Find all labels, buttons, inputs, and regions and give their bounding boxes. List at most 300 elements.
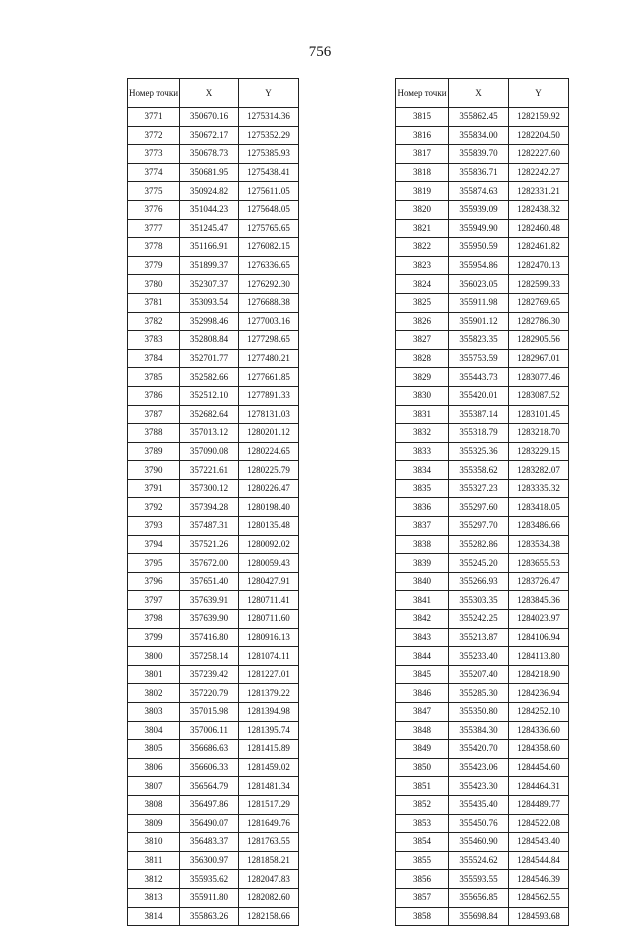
- cell-point-number: 3850: [396, 758, 449, 777]
- table-header-row: [128, 79, 299, 108]
- cell-x: 355836.71: [449, 163, 509, 182]
- table-row: [128, 740, 299, 759]
- cell-point-number: 3771: [128, 108, 180, 127]
- table-row: [128, 610, 299, 629]
- cell-point-number: 3841: [396, 591, 449, 610]
- cell-y: 1275438.41: [239, 163, 299, 182]
- table-row: [128, 424, 299, 443]
- cell-x: 355839.70: [449, 145, 509, 164]
- cell-point-number: 3811: [128, 851, 180, 870]
- cell-y: 1282227.60: [509, 145, 569, 164]
- cell-y: 1282470.13: [509, 256, 569, 275]
- cell-y: 1283282.07: [509, 461, 569, 480]
- cell-x: 355823.35: [449, 331, 509, 350]
- cell-y: 1284544.84: [509, 851, 569, 870]
- table-row: [396, 275, 569, 294]
- cell-x: 352682.64: [180, 405, 239, 424]
- table-row: [128, 572, 299, 591]
- table-row: [396, 126, 569, 145]
- cell-y: 1283229.15: [509, 442, 569, 461]
- cell-point-number: 3812: [128, 870, 180, 889]
- table-row: [128, 182, 299, 201]
- cell-x: 355834.00: [449, 126, 509, 145]
- cell-point-number: 3805: [128, 740, 180, 759]
- cell-y: 1283486.66: [509, 517, 569, 536]
- cell-x: 355384.30: [449, 721, 509, 740]
- header-x: X: [449, 79, 509, 108]
- cell-point-number: 3814: [128, 907, 180, 926]
- table-row: [396, 721, 569, 740]
- cell-x: 355450.76: [449, 814, 509, 833]
- table-row: [396, 498, 569, 517]
- cell-x: 355233.40: [449, 647, 509, 666]
- cell-x: 355423.06: [449, 758, 509, 777]
- cell-y: 1284543.40: [509, 833, 569, 852]
- cell-x: 357416.80: [180, 628, 239, 647]
- cell-point-number: 3785: [128, 368, 180, 387]
- cell-point-number: 3777: [128, 219, 180, 238]
- table-row: [128, 293, 299, 312]
- cell-y: 1276688.38: [239, 293, 299, 312]
- table-row: [396, 256, 569, 275]
- cell-point-number: 3826: [396, 312, 449, 331]
- cell-point-number: 3788: [128, 424, 180, 443]
- cell-point-number: 3835: [396, 479, 449, 498]
- cell-x: 351044.23: [180, 200, 239, 219]
- table-row: [396, 814, 569, 833]
- cell-y: 1284236.94: [509, 684, 569, 703]
- table-row: [396, 108, 569, 127]
- cell-y: 1278131.03: [239, 405, 299, 424]
- cell-y: 1282905.56: [509, 331, 569, 350]
- cell-point-number: 3839: [396, 554, 449, 573]
- cell-y: 1280226.47: [239, 479, 299, 498]
- cell-x: 355420.01: [449, 386, 509, 405]
- cell-point-number: 3802: [128, 684, 180, 703]
- cell-y: 1282047.83: [239, 870, 299, 889]
- cell-x: 350670.16: [180, 108, 239, 127]
- table-row: [128, 888, 299, 907]
- cell-x: 355327.23: [449, 479, 509, 498]
- table-row: [128, 833, 299, 852]
- table-row: [396, 517, 569, 536]
- cell-x: 357521.26: [180, 535, 239, 554]
- cell-y: 1277661.85: [239, 368, 299, 387]
- cell-y: 1282438.32: [509, 200, 569, 219]
- cell-x: 356023.05: [449, 275, 509, 294]
- cell-y: 1280059.43: [239, 554, 299, 573]
- table-row: [128, 591, 299, 610]
- table-row: [128, 331, 299, 350]
- table-row: [396, 442, 569, 461]
- cell-x: 355318.79: [449, 424, 509, 443]
- table-row: [128, 628, 299, 647]
- cell-point-number: 3831: [396, 405, 449, 424]
- cell-y: 1280135.48: [239, 517, 299, 536]
- cell-point-number: 3842: [396, 610, 449, 629]
- cell-y: 1283726.47: [509, 572, 569, 591]
- table-row: [396, 312, 569, 331]
- cell-point-number: 3813: [128, 888, 180, 907]
- cell-x: 352701.77: [180, 349, 239, 368]
- cell-y: 1282242.27: [509, 163, 569, 182]
- cell-point-number: 3787: [128, 405, 180, 424]
- cell-point-number: 3853: [396, 814, 449, 833]
- cell-point-number: 3849: [396, 740, 449, 759]
- cell-point-number: 3796: [128, 572, 180, 591]
- table-row: [396, 554, 569, 573]
- cell-x: 355443.73: [449, 368, 509, 387]
- cell-point-number: 3793: [128, 517, 180, 536]
- cell-y: 1281481.34: [239, 777, 299, 796]
- table-row: [128, 238, 299, 257]
- cell-y: 1277298.65: [239, 331, 299, 350]
- cell-y: 1284113.80: [509, 647, 569, 666]
- table-row: [128, 368, 299, 387]
- cell-point-number: 3847: [396, 703, 449, 722]
- coordinates-table-right: [395, 78, 569, 926]
- cell-point-number: 3857: [396, 888, 449, 907]
- table-header-row: [396, 79, 569, 108]
- cell-point-number: 3774: [128, 163, 180, 182]
- cell-x: 356490.07: [180, 814, 239, 833]
- cell-y: 1280201.12: [239, 424, 299, 443]
- cell-point-number: 3798: [128, 610, 180, 629]
- cell-point-number: 3780: [128, 275, 180, 294]
- table-row: [396, 740, 569, 759]
- cell-x: 357639.90: [180, 610, 239, 629]
- cell-point-number: 3809: [128, 814, 180, 833]
- cell-x: 355242.25: [449, 610, 509, 629]
- cell-y: 1282769.65: [509, 293, 569, 312]
- cell-x: 355358.62: [449, 461, 509, 480]
- cell-x: 355297.60: [449, 498, 509, 517]
- cell-x: 351899.37: [180, 256, 239, 275]
- cell-x: 355245.20: [449, 554, 509, 573]
- table-row: [128, 386, 299, 405]
- cell-y: 1280711.60: [239, 610, 299, 629]
- table-row: [396, 591, 569, 610]
- table-row: [128, 442, 299, 461]
- cell-y: 1276292.30: [239, 275, 299, 294]
- cell-point-number: 3851: [396, 777, 449, 796]
- cell-x: 355213.87: [449, 628, 509, 647]
- cell-point-number: 3786: [128, 386, 180, 405]
- cell-point-number: 3833: [396, 442, 449, 461]
- cell-x: 355911.80: [180, 888, 239, 907]
- cell-y: 1282786.30: [509, 312, 569, 331]
- cell-y: 1277891.33: [239, 386, 299, 405]
- cell-y: 1284358.60: [509, 740, 569, 759]
- cell-point-number: 3840: [396, 572, 449, 591]
- cell-x: 357300.12: [180, 479, 239, 498]
- cell-y: 1284106.94: [509, 628, 569, 647]
- cell-y: 1282599.33: [509, 275, 569, 294]
- cell-point-number: 3790: [128, 461, 180, 480]
- cell-point-number: 3807: [128, 777, 180, 796]
- table-row: [128, 851, 299, 870]
- cell-point-number: 3832: [396, 424, 449, 443]
- cell-point-number: 3808: [128, 795, 180, 814]
- table-row: [128, 721, 299, 740]
- cell-point-number: 3852: [396, 795, 449, 814]
- cell-point-number: 3779: [128, 256, 180, 275]
- cell-y: 1283335.32: [509, 479, 569, 498]
- cell-point-number: 3800: [128, 647, 180, 666]
- cell-point-number: 3830: [396, 386, 449, 405]
- table-row: [396, 331, 569, 350]
- table-row: [128, 907, 299, 926]
- table-row: [396, 238, 569, 257]
- cell-x: 355282.86: [449, 535, 509, 554]
- table-row: [396, 182, 569, 201]
- cell-y: 1282159.92: [509, 108, 569, 127]
- table-body-right: [396, 108, 569, 926]
- cell-point-number: 3772: [128, 126, 180, 145]
- cell-y: 1280198.40: [239, 498, 299, 517]
- table-row: [128, 108, 299, 127]
- header-y: Y: [509, 79, 569, 108]
- table-row: [128, 405, 299, 424]
- cell-y: 1283655.53: [509, 554, 569, 573]
- cell-point-number: 3782: [128, 312, 180, 331]
- table-row: [128, 126, 299, 145]
- cell-y: 1280916.13: [239, 628, 299, 647]
- cell-y: 1284336.60: [509, 721, 569, 740]
- table-row: [396, 219, 569, 238]
- table-row: [396, 610, 569, 629]
- cell-point-number: 3836: [396, 498, 449, 517]
- cell-point-number: 3795: [128, 554, 180, 573]
- table-body-left: [128, 108, 299, 926]
- cell-x: 355435.40: [449, 795, 509, 814]
- cell-point-number: 3845: [396, 665, 449, 684]
- cell-x: 356564.79: [180, 777, 239, 796]
- cell-y: 1283845.36: [509, 591, 569, 610]
- table-row: [396, 349, 569, 368]
- table-row: [128, 703, 299, 722]
- cell-x: 356606.33: [180, 758, 239, 777]
- table-row: [396, 703, 569, 722]
- table-row: [128, 814, 299, 833]
- cell-point-number: 3792: [128, 498, 180, 517]
- table-row: [128, 145, 299, 164]
- cell-y: 1282204.50: [509, 126, 569, 145]
- cell-point-number: 3817: [396, 145, 449, 164]
- cell-x: 356686.63: [180, 740, 239, 759]
- cell-x: 355698.84: [449, 907, 509, 926]
- cell-y: 1284464.31: [509, 777, 569, 796]
- cell-y: 1281074.11: [239, 647, 299, 666]
- cell-point-number: 3815: [396, 108, 449, 127]
- table-row: [396, 163, 569, 182]
- cell-x: 356300.97: [180, 851, 239, 870]
- table-row: [396, 870, 569, 889]
- cell-y: 1281379.22: [239, 684, 299, 703]
- cell-y: 1283101.45: [509, 405, 569, 424]
- cell-y: 1277003.16: [239, 312, 299, 331]
- cell-point-number: 3855: [396, 851, 449, 870]
- cell-point-number: 3824: [396, 275, 449, 294]
- coordinates-table-left: [127, 78, 299, 926]
- cell-y: 1280711.41: [239, 591, 299, 610]
- cell-point-number: 3775: [128, 182, 180, 201]
- cell-point-number: 3821: [396, 219, 449, 238]
- cell-point-number: 3844: [396, 647, 449, 666]
- table-row: [396, 405, 569, 424]
- cell-y: 1282158.66: [239, 907, 299, 926]
- cell-y: 1284023.97: [509, 610, 569, 629]
- table-row: [128, 870, 299, 889]
- cell-x: 357672.00: [180, 554, 239, 573]
- cell-y: 1284562.55: [509, 888, 569, 907]
- table-row: [396, 851, 569, 870]
- cell-x: 355420.70: [449, 740, 509, 759]
- cell-y: 1280224.65: [239, 442, 299, 461]
- cell-point-number: 3828: [396, 349, 449, 368]
- cell-x: 356497.86: [180, 795, 239, 814]
- cell-y: 1281395.74: [239, 721, 299, 740]
- table-row: [396, 424, 569, 443]
- cell-point-number: 3804: [128, 721, 180, 740]
- table-row: [128, 163, 299, 182]
- cell-point-number: 3823: [396, 256, 449, 275]
- table-row: [128, 758, 299, 777]
- cell-x: 355901.12: [449, 312, 509, 331]
- cell-point-number: 3806: [128, 758, 180, 777]
- header-x: X: [180, 79, 239, 108]
- cell-y: 1275648.05: [239, 200, 299, 219]
- cell-point-number: 3825: [396, 293, 449, 312]
- table-row: [396, 777, 569, 796]
- cell-point-number: 3781: [128, 293, 180, 312]
- cell-x: 357258.14: [180, 647, 239, 666]
- cell-point-number: 3854: [396, 833, 449, 852]
- table-row: [128, 312, 299, 331]
- table-row: [396, 572, 569, 591]
- cell-point-number: 3848: [396, 721, 449, 740]
- cell-x: 352512.10: [180, 386, 239, 405]
- table-row: [396, 145, 569, 164]
- cell-x: 355524.62: [449, 851, 509, 870]
- cell-point-number: 3801: [128, 665, 180, 684]
- cell-y: 1282460.48: [509, 219, 569, 238]
- cell-point-number: 3846: [396, 684, 449, 703]
- table-row: [128, 517, 299, 536]
- cell-x: 355387.14: [449, 405, 509, 424]
- table-row: [128, 256, 299, 275]
- table-row: [396, 907, 569, 926]
- cell-y: 1284252.10: [509, 703, 569, 722]
- cell-y: 1283087.52: [509, 386, 569, 405]
- cell-y: 1276082.15: [239, 238, 299, 257]
- cell-x: 355423.30: [449, 777, 509, 796]
- cell-x: 357006.11: [180, 721, 239, 740]
- cell-x: 350924.82: [180, 182, 239, 201]
- table-row: [128, 275, 299, 294]
- header-point-number: Номер точки: [128, 79, 180, 108]
- cell-x: 355325.36: [449, 442, 509, 461]
- cell-y: 1275314.36: [239, 108, 299, 127]
- cell-point-number: 3856: [396, 870, 449, 889]
- cell-point-number: 3794: [128, 535, 180, 554]
- table-row: [396, 368, 569, 387]
- cell-point-number: 3773: [128, 145, 180, 164]
- cell-x: 355656.85: [449, 888, 509, 907]
- cell-point-number: 3803: [128, 703, 180, 722]
- cell-y: 1283418.05: [509, 498, 569, 517]
- cell-point-number: 3818: [396, 163, 449, 182]
- cell-point-number: 3810: [128, 833, 180, 852]
- cell-x: 355753.59: [449, 349, 509, 368]
- cell-x: 355207.40: [449, 665, 509, 684]
- table-row: [128, 461, 299, 480]
- cell-y: 1283218.70: [509, 424, 569, 443]
- cell-y: 1283534.38: [509, 535, 569, 554]
- cell-x: 355874.63: [449, 182, 509, 201]
- cell-x: 353093.54: [180, 293, 239, 312]
- cell-point-number: 3829: [396, 368, 449, 387]
- cell-x: 357639.91: [180, 591, 239, 610]
- cell-x: 356483.37: [180, 833, 239, 852]
- cell-x: 355911.98: [449, 293, 509, 312]
- cell-x: 350678.73: [180, 145, 239, 164]
- table-row: [128, 349, 299, 368]
- cell-x: 355350.80: [449, 703, 509, 722]
- cell-point-number: 3820: [396, 200, 449, 219]
- cell-x: 352582.66: [180, 368, 239, 387]
- cell-y: 1282082.60: [239, 888, 299, 907]
- cell-point-number: 3791: [128, 479, 180, 498]
- table-row: [128, 535, 299, 554]
- table-row: [128, 795, 299, 814]
- cell-x: 350681.95: [180, 163, 239, 182]
- cell-y: 1281649.76: [239, 814, 299, 833]
- table-row: [128, 665, 299, 684]
- cell-point-number: 3822: [396, 238, 449, 257]
- cell-y: 1282461.82: [509, 238, 569, 257]
- cell-y: 1282331.21: [509, 182, 569, 201]
- table-row: [396, 628, 569, 647]
- cell-x: 357651.40: [180, 572, 239, 591]
- cell-y: 1284522.08: [509, 814, 569, 833]
- cell-x: 355862.45: [449, 108, 509, 127]
- table-row: [128, 684, 299, 703]
- table-row: [128, 554, 299, 573]
- cell-y: 1283077.46: [509, 368, 569, 387]
- cell-x: 355303.35: [449, 591, 509, 610]
- table-row: [396, 684, 569, 703]
- cell-point-number: 3778: [128, 238, 180, 257]
- cell-point-number: 3799: [128, 628, 180, 647]
- cell-y: 1282967.01: [509, 349, 569, 368]
- table-row: [396, 833, 569, 852]
- table-row: [128, 200, 299, 219]
- cell-point-number: 3789: [128, 442, 180, 461]
- table-row: [128, 498, 299, 517]
- cell-y: 1281394.98: [239, 703, 299, 722]
- cell-y: 1275385.93: [239, 145, 299, 164]
- cell-point-number: 3834: [396, 461, 449, 480]
- cell-x: 355593.55: [449, 870, 509, 889]
- cell-y: 1281517.29: [239, 795, 299, 814]
- cell-y: 1284218.90: [509, 665, 569, 684]
- cell-point-number: 3784: [128, 349, 180, 368]
- cell-x: 355460.90: [449, 833, 509, 852]
- table-row: [128, 647, 299, 666]
- cell-point-number: 3837: [396, 517, 449, 536]
- cell-x: 355935.62: [180, 870, 239, 889]
